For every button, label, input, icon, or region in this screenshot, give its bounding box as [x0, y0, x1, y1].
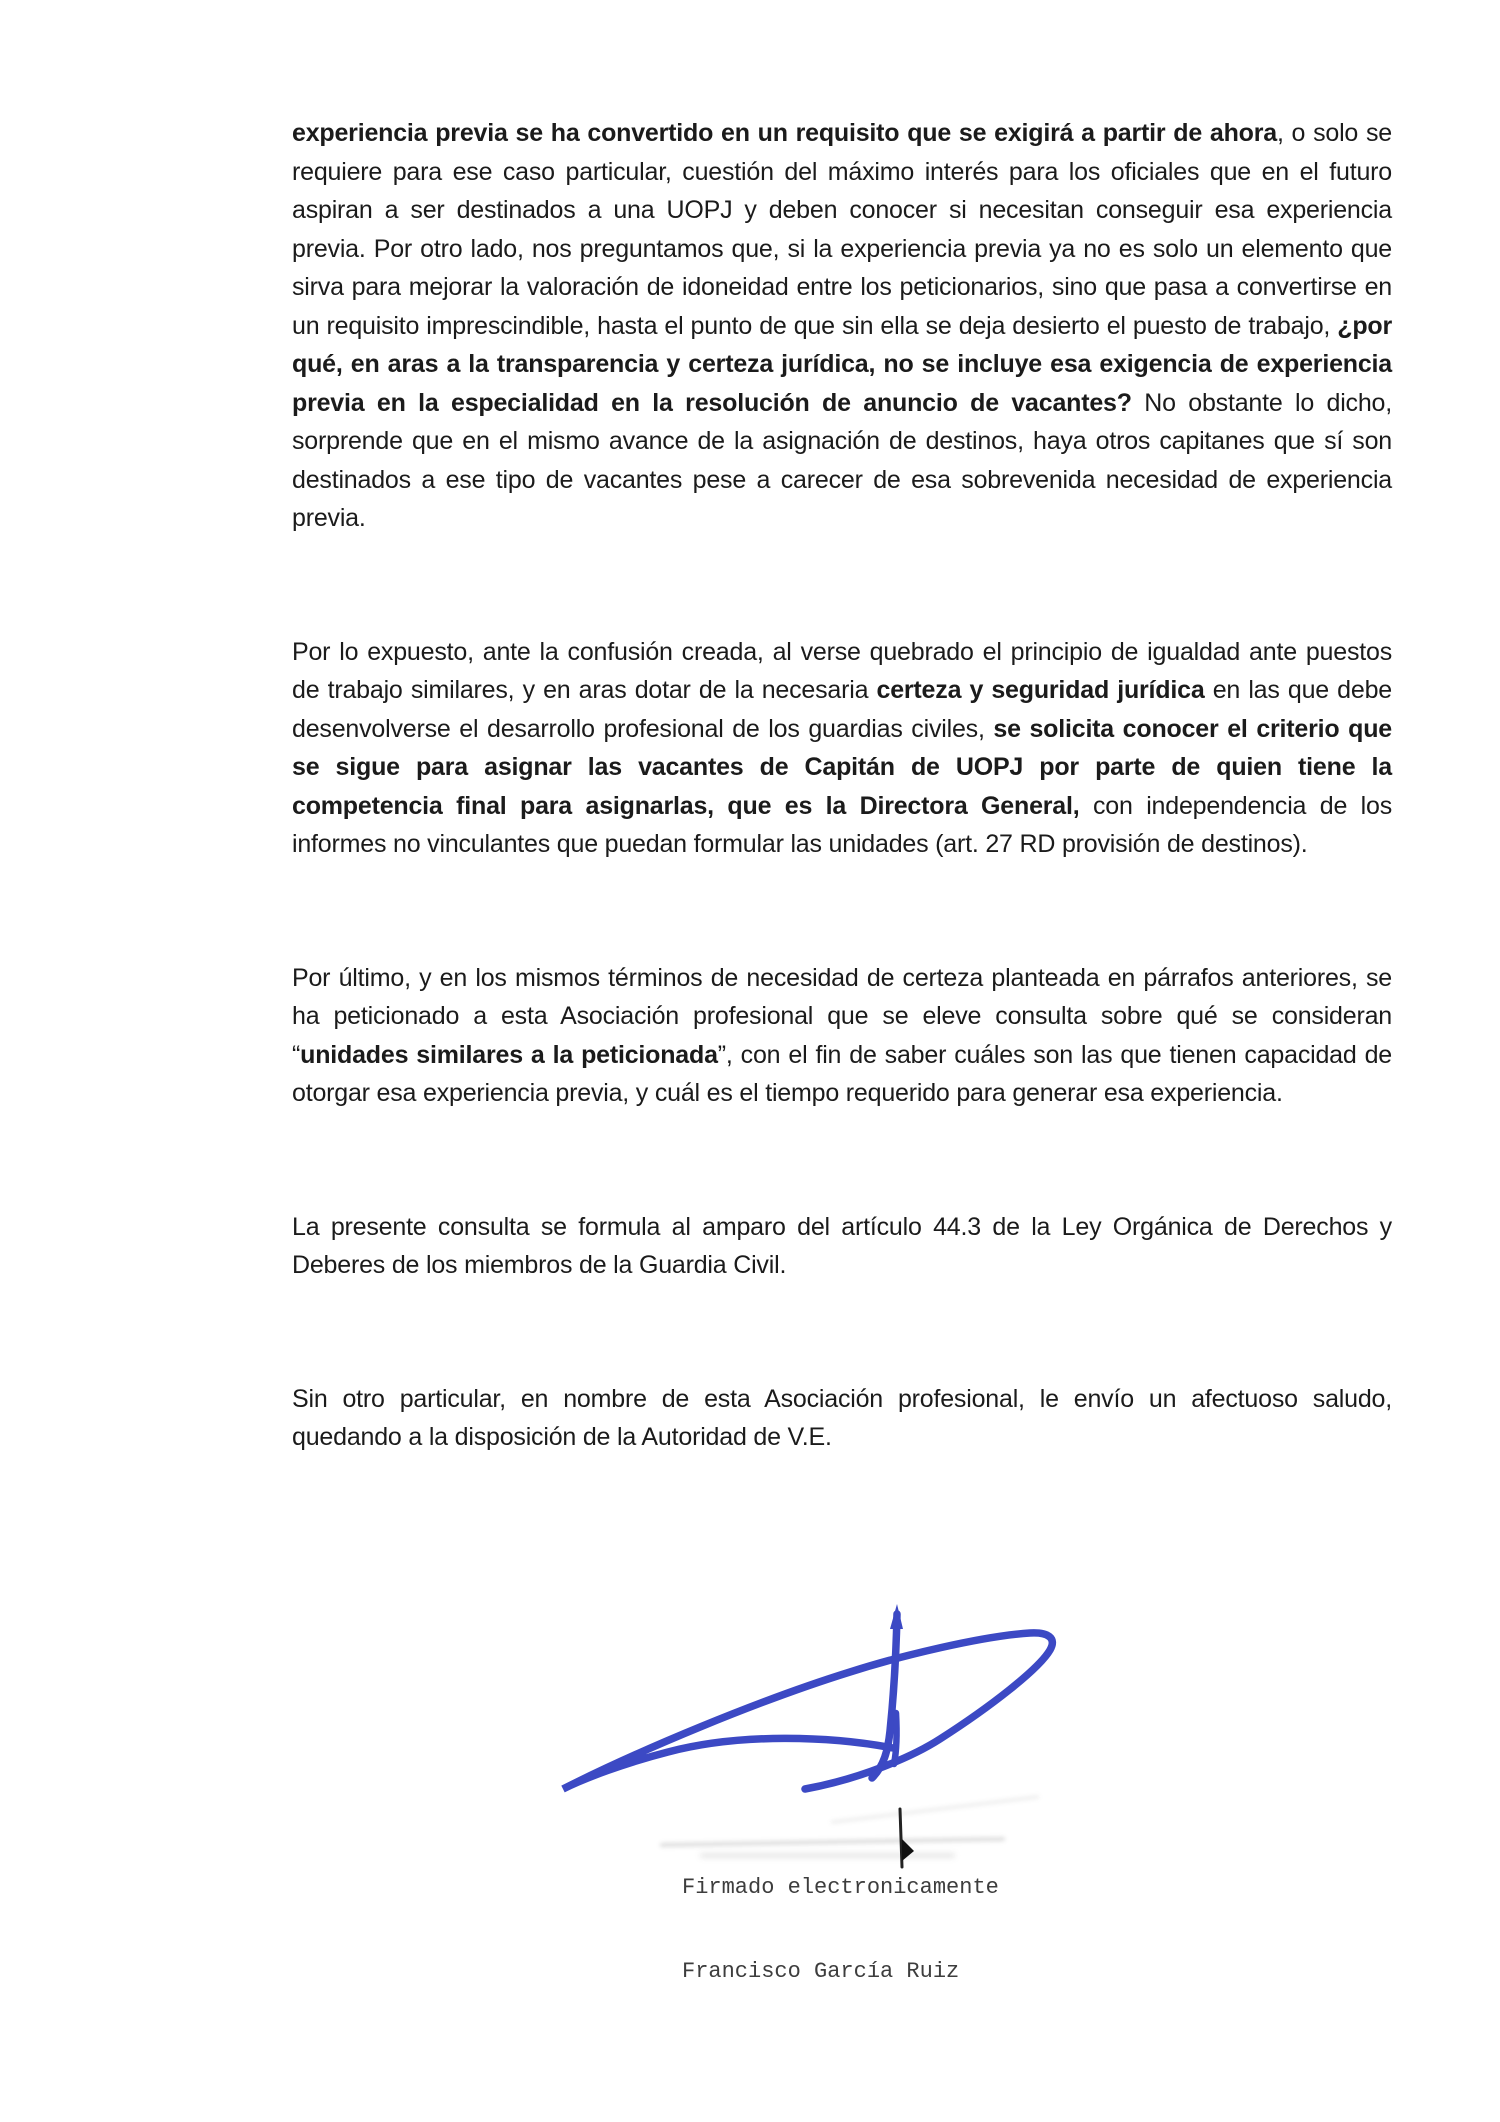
text-run: ”, con el fin de saber cuáles son las que tienen capacidad de otorgar esa experiencia previa, y cuál es el tiempo requerido para generar esa experiencia.: [292, 1040, 1393, 1107]
text-run: Sin otro particular, en nombre de esta Asociación profesional, le envío un afectuoso saludo, quedando a la disposición de la Autoridad de V.E.: [292, 1384, 1392, 1451]
paragraph: [292, 959, 1392, 1113]
paragraph: [292, 1208, 1392, 1285]
paragraph: [292, 633, 1392, 864]
signature-ink: [520, 1585, 1080, 1805]
signature-pen-tip: [890, 1604, 903, 1629]
text-run: con independencia de los informes no vinculantes que puedan formular las unidades (art. 27 RD provisión de destinos).: [292, 791, 1392, 858]
signature-caption: [682, 1818, 999, 2042]
text-run: experiencia previa se ha convertido en un requisito que se exigirá a partir de ahora: [292, 119, 1277, 147]
text-run: unidades similares a la peticionada: [300, 1040, 718, 1069]
text-run: La presente consulta se formula al amparo del artículo 44.3 de la Ley Orgánica de Derechos y Deberes de los miembros de la Guardia Civil.: [292, 1212, 1392, 1279]
text-run: No obstante lo dicho, sorprende que en el mismo avance de la asignación de destinos, haya otros capitanes que sí son destinados a ese tipo de vacantes pese a carecer de esa sobrevenida necesidad de experiencia previa.: [292, 388, 1393, 532]
text-run: certeza y seguridad jurídica: [876, 676, 1205, 704]
paragraph: [292, 114, 1392, 538]
signature-caption-line1: Firmado electronicamente: [682, 1875, 999, 1900]
signature-stroke-main: [563, 1633, 1052, 1789]
paragraph: [292, 1380, 1392, 1457]
text-run: ¿por qué, en aras a la transparencia y certeza jurídica, no se incluye esa exigencia de experiencia previa en la especialidad en la resolución de anuncio de vacantes?: [292, 311, 1392, 417]
text-run: Por último, y en los mismos términos de necesidad de certeza planteada en párrafos anteriores, se ha peticionado a esta Asociación profesional que se eleve consulta sobre qué se consideran “: [292, 963, 1392, 1069]
text-run: en las que debe desenvolverse el desarrollo profesional de los guardias civiles,: [292, 676, 1392, 743]
signature-stroke-short: [894, 1713, 897, 1764]
text-run: se solicita conocer el criterio que se sigue para asignar las vacantes de Capitán de UOPJ por parte de quien tiene la competencia final para asignarlas, que es la Directora General,: [292, 714, 1392, 820]
text-run: , o solo se requiere para ese caso particular, cuestión del máximo interés para los oficiales que en el futuro aspiran a ser destinados a una UOPJ y deben conocer si necesitan conseguir esa experiencia previa. Por otro lado, nos preguntamos que, si la experiencia previa ya no es solo un elemento que sirva para mejorar la valoración de idoneidad entre los peticionarios, sino que pasa a convertirse en un requisito imprescindible, hasta el punto de que sin ella se deja desierto el puesto de trabajo,: [292, 119, 1392, 340]
letter-body: [292, 114, 1392, 1552]
text-run: Por lo expuesto, ante la confusión creada, al verse quebrado el principio de igualdad ante puestos de trabajo similares, y en aras dotar de la necesaria: [292, 637, 1392, 704]
signature-caption-line2: Francisco García Ruiz: [682, 1959, 960, 1984]
